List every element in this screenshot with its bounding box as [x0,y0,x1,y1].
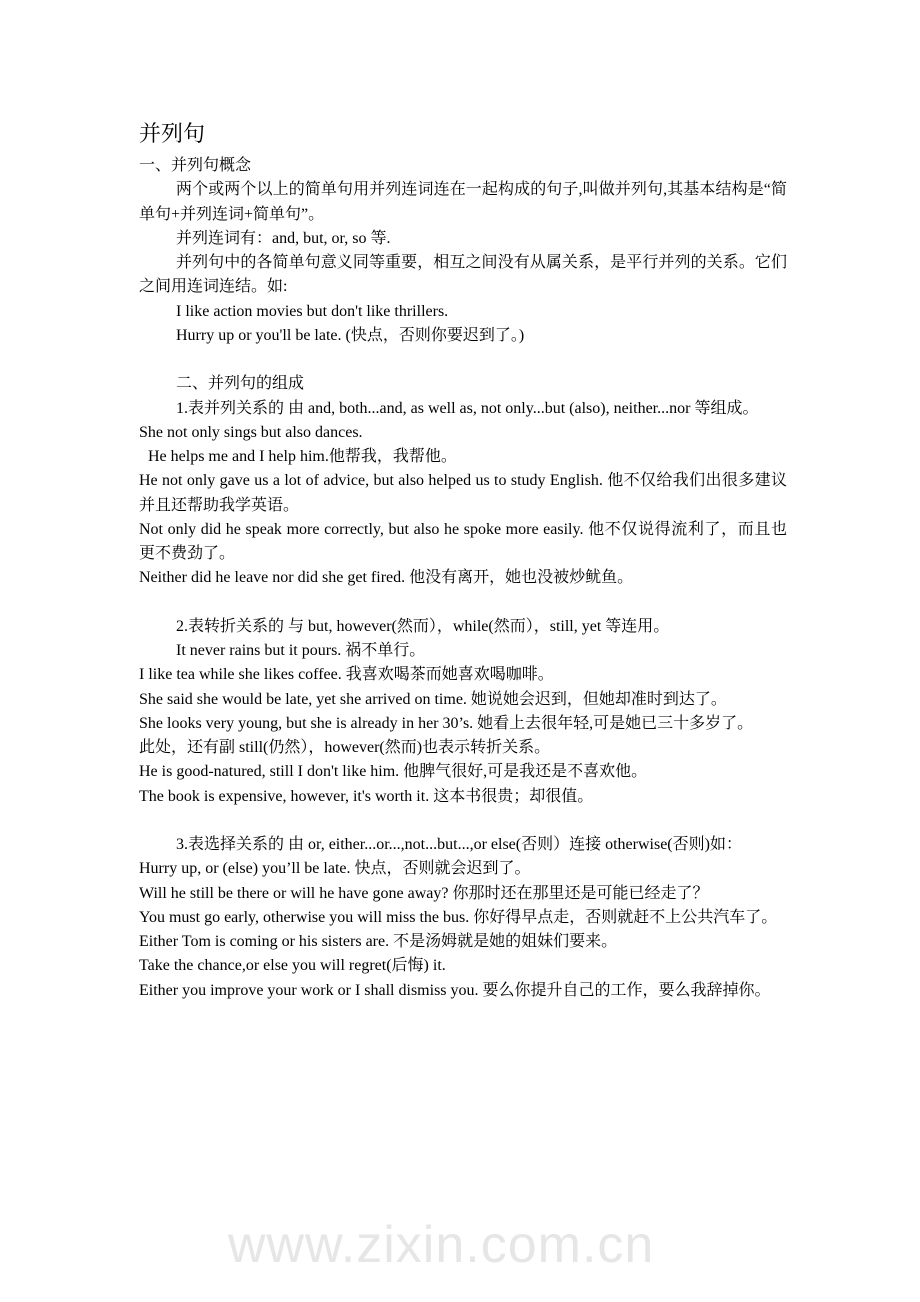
part-1-heading: 1.表并列关系的 由 and, both...and, as well as, not only...but (also), neither...nor 等组成。 [176,399,759,417]
document-title: 并列句 [139,122,206,147]
example-sentence: Either you improve your work or I shall dismiss you. 要么你提升自己的工作，要么我辞掉你。 [139,981,771,999]
example-sentence: He not only gave us a lot of advice, but also helped us to study English. 他不仅给我们出很多建议并且还帮助我学英语。 [139,472,787,514]
example-sentence: The book is expensive, however, it's worth it. 这本书很贵；却很值。 [139,787,594,805]
example-sentence: Will he still be there or will he have gone away? 你那时还在那里还是可能已经走了？ [139,884,709,902]
paragraph: 并列连词有：and, but, or, so 等. [176,229,391,247]
example-sentence: Neither did he leave nor did she get fired. 他没有离开，她也没被炒鱿鱼。 [139,569,634,587]
example-sentence: I like action movies but don't like thrillers. [176,302,449,320]
document-page [139,118,787,1003]
example-sentence: She not only sings but also dances. [139,423,363,441]
section-1-heading: 一、并列句概念 [139,157,252,174]
example-sentence: Either Tom is coming or his sisters are. 不是汤姆就是她的姐妹们要来。 [139,933,618,950]
section-2-heading: 二、并列句的组成 [176,375,305,393]
watermark: www.zixin.com.cn [228,1216,655,1274]
paragraph: 两个或两个以上的简单句用并列连词连在一起构成的句子,叫做并列句,其基本结构是“简单句+并列连词+简单句”。 [139,181,787,223]
note: 此处，还有副 still(仍然），however(然而)也表示转折关系。 [139,739,551,756]
example-sentence: Not only did he speak more correctly, but also he spoke more easily. 他不仅说得流利了，而且也更不费劲了。 [139,520,787,562]
paragraph: 并列句中的各简单句意义同等重要，相互之间没有从属关系，是平行并列的关系。它们之间用连词连结。如: [139,254,787,296]
example-sentence: It never rains but it pours. 祸不单行。 [176,642,426,659]
example-sentence: He is good-natured, still I don't like him. 他脾气很好,可是我还是不喜欢他。 [139,763,648,781]
example-sentence: You must go early, otherwise you will miss the bus. 你好得早点走，否则就赶不上公共汽车了。 [139,908,778,926]
example-sentence: She said she would be late, yet she arrived on time. 她说她会迟到，但她却准时到达了。 [139,690,727,708]
example-sentence: Hurry up or you'll be late. (快点，否则你要迟到了。) [176,326,525,344]
example-sentence: She looks very young, but she is already in her 30’s. 她看上去很年轻,可是她已三十多岁了。 [139,714,754,732]
example-sentence: I like tea while she likes coffee. 我喜欢喝茶而她喜欢喝咖啡。 [139,666,554,684]
part-2-heading: 2.表转折关系的 与 but, however(然而），while(然而），still, yet 等连用。 [176,617,670,635]
part-3-heading: 3.表选择关系的 由 or, either...or...,not...but...,or else(否则）连接 otherwise(否则)如： [176,836,742,853]
example-sentence: Hurry up, or (else) you’ll be late. 快点，否则就会迟到了。 [139,860,531,878]
example-sentence: Take the chance,or else you will regret(后悔) it. [139,957,446,975]
example-sentence: He helps me and I help him.他帮我，我帮他。 [148,448,457,465]
